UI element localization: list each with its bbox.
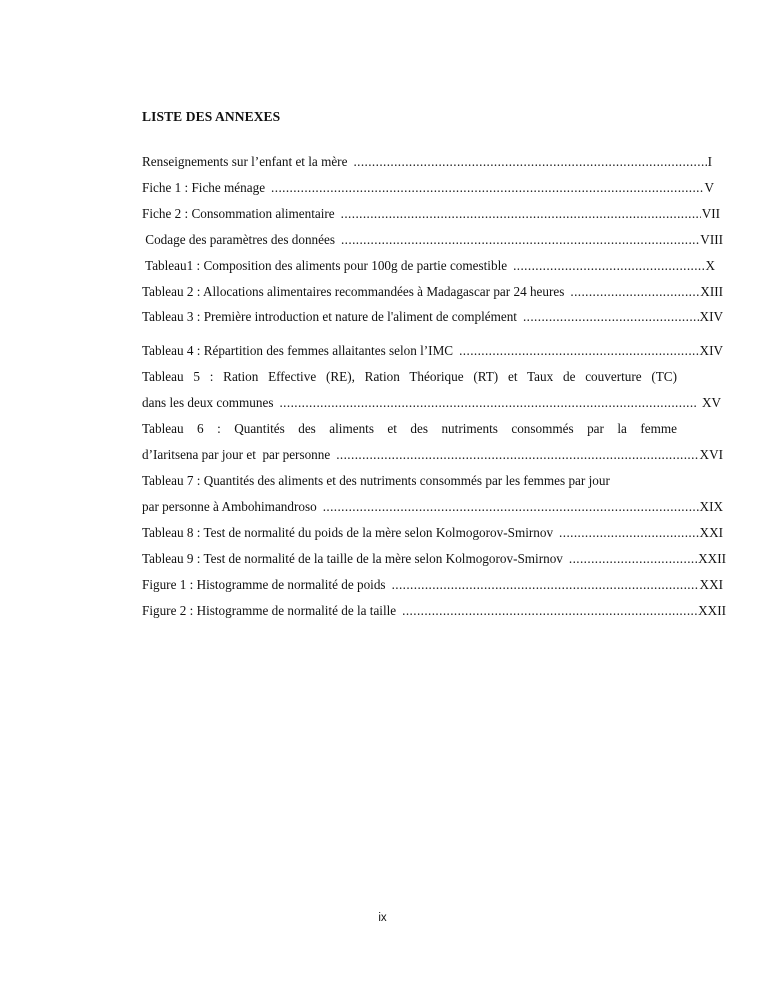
entry-title: Tableau 8 : Test de normalité du poids de la mère selon Kolmogorov-Smirnov: [142, 525, 554, 540]
page-number: ix: [378, 912, 387, 924]
entry-page: V: [704, 180, 714, 195]
toc-entry: [142, 447, 723, 463]
toc-entry: [142, 284, 723, 300]
dot-leader: [323, 499, 699, 515]
dot-leader: [271, 180, 703, 196]
dot-leader: [402, 603, 697, 619]
entry-title: Tableau 9 : Test de normalité de la taille de la mère selon Kolmogorov-Smirnov: [142, 551, 563, 566]
entry-page: VII: [701, 206, 720, 221]
dot-leader: [336, 447, 698, 463]
entry-page: I: [707, 154, 712, 169]
entry-page: XXII: [698, 603, 726, 618]
toc-entry: [142, 603, 726, 619]
entry-title: Tableau 3 : Première introduction et nature de l'aliment de complément: [142, 309, 517, 324]
entry-title: par personne à Ambohimandroso: [142, 499, 317, 514]
dot-leader: [513, 258, 704, 274]
toc-entry: [142, 395, 721, 411]
entry-page: X: [705, 258, 715, 273]
entry-title: d’Iaritsena par jour et par personne: [142, 447, 331, 462]
dot-leader: [341, 206, 701, 222]
dot-leader: [570, 284, 699, 300]
entry-page: XXI: [699, 525, 723, 540]
entry-title-line1: Tableau 6 : Quantités des aliments et des nutriments consommés par la femme: [142, 421, 677, 436]
toc-entry: [142, 369, 677, 385]
toc-entry: [142, 206, 720, 222]
dot-leader: [392, 577, 699, 593]
entry-title: Figure 2 : Histogramme de normalité de la taille: [142, 603, 397, 618]
toc-entry: [142, 258, 715, 274]
entry-title: Tableau1 : Composition des aliments pour 100g de partie comestible: [142, 258, 508, 273]
entry-title: Figure 1 : Histogramme de normalité de poids: [142, 577, 386, 592]
entry-page: XIV: [699, 309, 723, 324]
dot-leader: [523, 309, 699, 325]
dot-leader: [341, 232, 699, 248]
dot-leader: [279, 395, 697, 411]
entry-title: Fiche 2 : Consommation alimentaire: [142, 206, 335, 221]
toc-entry: [142, 421, 677, 437]
toc-entry: [142, 525, 723, 541]
toc-entry: [142, 309, 723, 325]
entry-title-line1: Tableau 7 : Quantités des aliments et des nutriments consommés par les femmes par jour: [142, 473, 610, 488]
dot-leader: [569, 551, 697, 567]
dot-leader: [353, 154, 706, 170]
entry-page: VIII: [700, 232, 723, 247]
entry-title: dans les deux communes: [142, 395, 274, 410]
entry-title-line1: Tableau 5 : Ration Effective (RE), Ration Théorique (RT) et Taux de couverture (TC): [142, 369, 677, 384]
entry-page: XXI: [699, 577, 723, 592]
entry-page: XXII: [698, 551, 726, 566]
dot-leader: [559, 525, 699, 541]
entry-title: Renseignements sur l’enfant et la mère: [142, 154, 348, 169]
entry-title: Tableau 2 : Allocations alimentaires recommandées à Madagascar par 24 heures: [142, 284, 565, 299]
entry-title: Tableau 4 : Répartition des femmes allaitantes selon l’IMC: [142, 343, 454, 358]
toc-entry: [142, 232, 723, 248]
toc-entry: [142, 343, 723, 359]
dot-leader: [459, 343, 698, 359]
toc-entry: [142, 154, 712, 170]
toc-entry: [142, 551, 726, 567]
page-title: LISTE DES ANNEXES: [142, 109, 281, 124]
toc-entry: [142, 180, 714, 196]
entry-title: Fiche 1 : Fiche ménage: [142, 180, 266, 195]
entry-page: XIX: [699, 499, 723, 514]
entry-page: XV: [698, 395, 721, 410]
entry-title: Codage des paramètres des données: [142, 232, 335, 247]
entry-page: XIV: [699, 343, 723, 358]
toc-entry: [142, 577, 723, 593]
toc-entry: [142, 473, 677, 489]
entry-page: XIII: [700, 284, 723, 299]
entry-page: XVI: [699, 447, 723, 462]
toc-entry: [142, 499, 723, 515]
